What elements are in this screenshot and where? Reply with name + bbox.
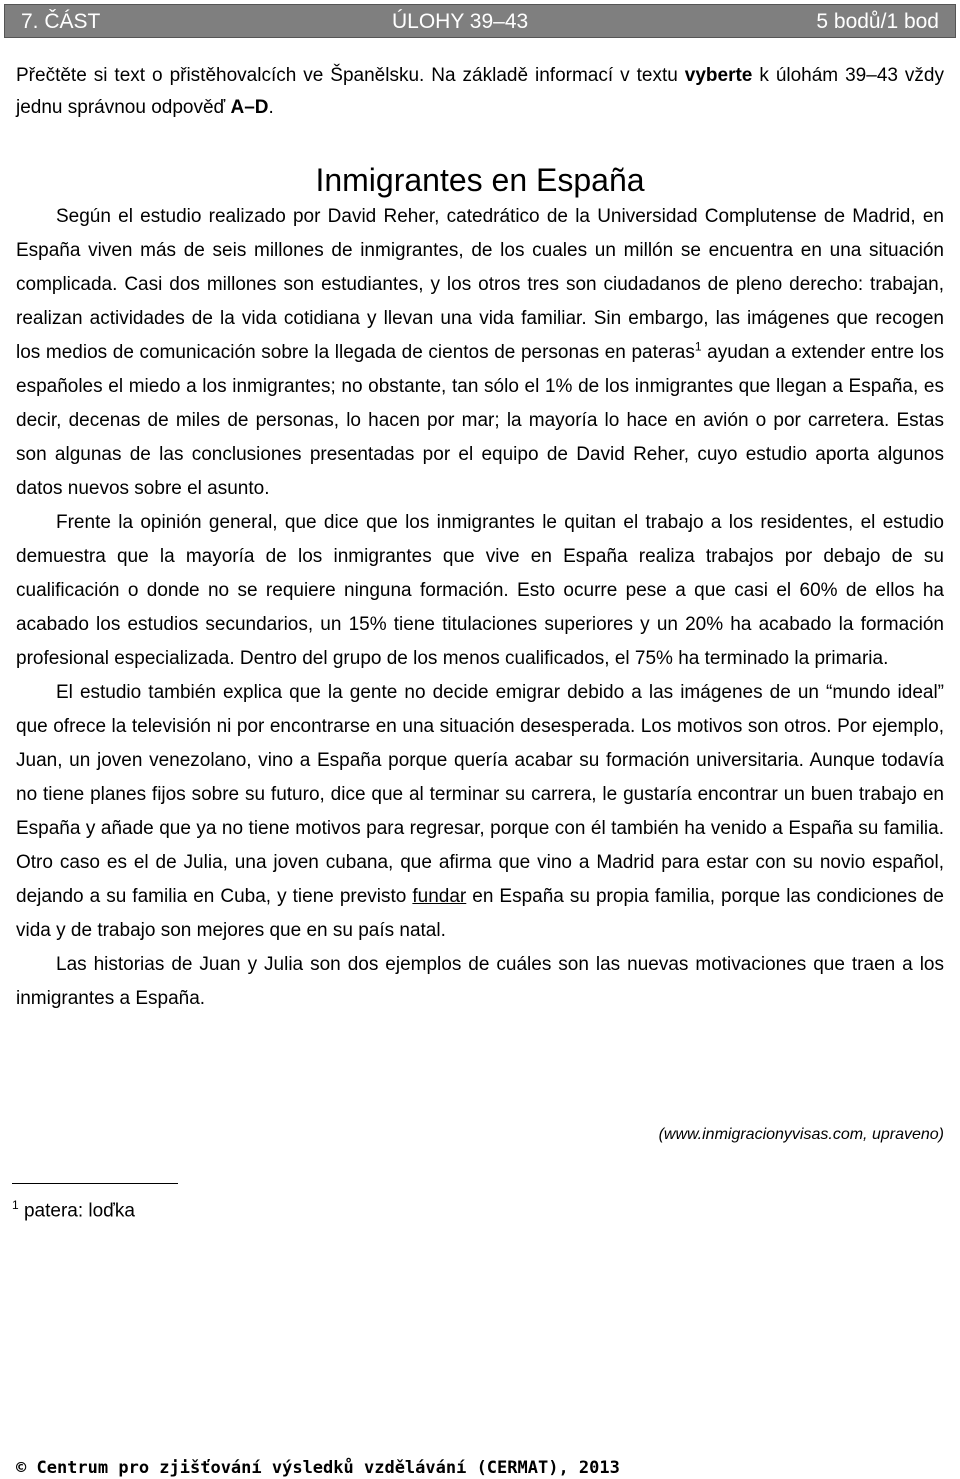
footnote-ref: 1	[694, 339, 702, 354]
footnote	[12, 1198, 135, 1222]
paragraph-1-part-a: Según el estudio realizado por David Reher, catedrático de la Universidad Complutense de Madrid, en España viven más de seis millones de inmigrantes, de los cuales un millón se encuentra en una situación complicada. Casi dos millones son estudiantes, y los otros tres son ciudadanos de pleno derecho: trabajan, realizan actividades de la vida cotidiana y llevan una vida familiar. Sin embargo, las imágenes que recogen los medios de comunicación sobre la llegada de cientos de personas en pateras	[16, 206, 944, 363]
instructions-text-1: Přečtěte si text o přistěhovalcích ve Španělsku. Na základě informací v textu	[16, 65, 685, 86]
underlined-word: fundar	[412, 886, 467, 907]
paragraph-2: Frente la opinión general, que dice que los inmigrantes le quitan el trabajo a los residentes, el estudio demuestra que la mayoría de los inmigrantes que vive en España realiza trabajos por debajo de su cualificación o donde no se requiere ninguna formación. Esto ocurre pese a que casi el 60% de ellos ha acabado los estudios secundarios, un 15% tiene titulaciones superiores y un 20% ha acabado la formación profesional especializada. Dentro del grupo de los menos cualificados, el 75% ha terminado la primaria.	[16, 512, 944, 669]
paragraph-4: Las historias de Juan y Julia son dos ejemplos de cuáles son las nuevas motivaciones que traen a los inmigrantes a España.	[16, 954, 944, 1009]
instructions-bold-2: A–D	[230, 97, 269, 118]
points-label: 5 bodů/1 bod	[816, 10, 939, 33]
article-title: Inmigrantes en España	[315, 162, 645, 198]
tasks-label: ÚLOHY 39–43	[392, 10, 529, 33]
section-header	[4, 4, 956, 38]
paragraph-1-part-b: ayudan a extender entre los españoles el miedo a los inmigrantes; no obstante, tan sólo el 1% de los inmigrantes que llegan a España, es decir, decenas de miles de personas, lo hacen por mar; la mayoría lo hace en avión o por carretera. Estas son algunas de las conclusiones presentadas por el equipo de David Reher, cuyo estudio aporta algunos datos nuevos sobre el asunto.	[16, 342, 944, 499]
footnote-divider	[12, 1183, 178, 1184]
instructions-bold-1: vyberte	[684, 65, 753, 86]
instructions-text-2: k úlohám 39–43 vždy jednu správnou odpověď	[16, 65, 944, 118]
footnote-marker: 1	[12, 1198, 19, 1212]
instructions	[16, 60, 944, 124]
instructions-text-3: .	[268, 97, 274, 118]
copyright-footer: © Centrum pro zjišťování výsledků vzdělávání (CERMAT), 2013	[16, 1458, 620, 1478]
paragraph-3-part-a: El estudio también explica que la gente no decide emigrar debido a las imágenes de un “mundo ideal” que ofrece la televisión ni por encontrarse en una situación desesperada. Los motivos son otros. Por ejemplo, Juan, un joven venezolano, vino a España porque quería acabar su formación universitaria. Aunque todavía no tiene planes fijos sobre su futuro, dice que al terminar su carrera, le gustaría encontrar un buen trabajo en España y añade que ya no tiene motivos para regresar, porque con él también ha venido a España su familia. Otro caso es el de Julia, una joven cubana, que afirma que vino a Madrid para estar con su novio español, dejando a su familia en Cuba, y tiene previsto	[16, 682, 944, 907]
paragraph-3	[16, 676, 944, 948]
part-label: 7. ČÁST	[21, 10, 101, 33]
article-body	[16, 200, 944, 1016]
paragraph-3-part-b: en España su propia familia, porque las condiciones de vida y de trabajo son mejores que en su país natal.	[16, 886, 944, 941]
source-citation: (www.inmigracionyvisas.com, upraveno)	[658, 1126, 944, 1143]
footnote-text: patera: loďka	[18, 1200, 135, 1222]
paragraph-1	[16, 200, 944, 506]
